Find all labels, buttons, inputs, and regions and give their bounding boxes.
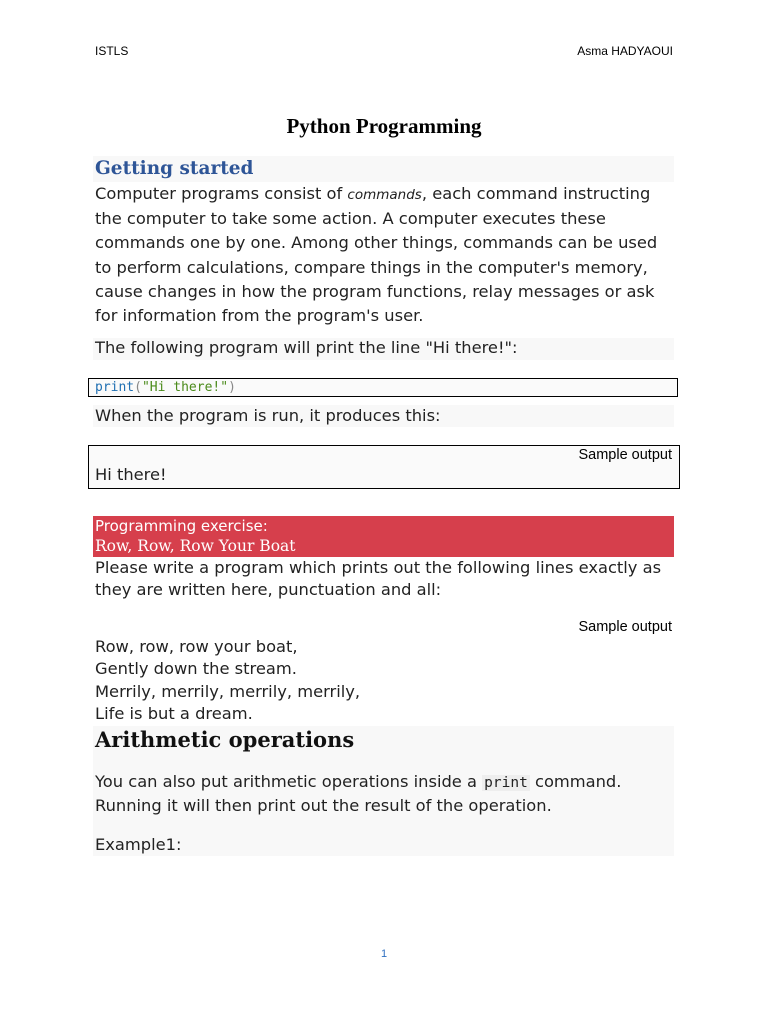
header-right: Asma HADYAOUI <box>577 44 673 58</box>
arithmetic-text-start: You can also put arithmetic operations inside a <box>95 772 483 791</box>
exercise-output-lines <box>95 636 675 725</box>
example-label: Example1: <box>95 835 182 854</box>
code-block <box>88 378 678 397</box>
code-string: "Hi there!" <box>141 380 229 395</box>
section-heading-arithmetic: Arithmetic operations <box>95 727 355 752</box>
code-paren-close: ) <box>228 380 236 395</box>
output-line: Merrily, merrily, merrily, merrily, <box>95 681 361 701</box>
exercise-title: Row, Row, Row Your Boat <box>95 537 296 555</box>
paragraph-following-program: The following program will print the line "Hi there!": <box>95 338 518 357</box>
exercise-banner <box>93 516 674 557</box>
sample-output-text: Hi there! <box>95 465 167 484</box>
header-left: ISTLS <box>95 44 129 58</box>
inline-code-print: print <box>484 775 528 791</box>
intro-text-end: , each command instructing the computer to take some action. A computer executes these commands one by one. Among other things, commands can be used to perform calculations, compare things in the computer's memory, cause changes in how the program functions, relay messages or ask for information from the program's user. <box>95 184 658 326</box>
page-number: 1 <box>380 948 388 960</box>
exercise-sample-output-label: Sample output <box>578 619 672 635</box>
output-line: Row, row, row your boat, <box>95 637 298 656</box>
intro-emphasis: commands <box>347 187 422 203</box>
section-heading-getting-started: Getting started <box>93 156 674 182</box>
output-line: Life is but a dream. <box>95 703 253 723</box>
paragraph-program-run: When the program is run, it produces this: <box>95 406 441 425</box>
code-function: print <box>95 380 135 395</box>
sample-output-label: Sample output <box>578 447 672 463</box>
intro-text-start: Computer programs consist of <box>95 184 348 203</box>
sample-output-box <box>88 445 680 489</box>
output-line: Gently down the stream. <box>95 659 297 679</box>
paragraph-arithmetic <box>95 771 675 817</box>
exercise-description: Please write a program which prints out the following lines exactly as they are written here, punctuation and all: <box>95 558 662 599</box>
exercise-label: Programming exercise: <box>95 517 268 535</box>
paragraph-intro <box>95 182 675 328</box>
code-paren-open: ( <box>134 380 142 395</box>
arithmetic-text-end: command. Running it will then print out the result of the operation. <box>95 772 622 815</box>
document-title: Python Programming <box>286 114 482 138</box>
